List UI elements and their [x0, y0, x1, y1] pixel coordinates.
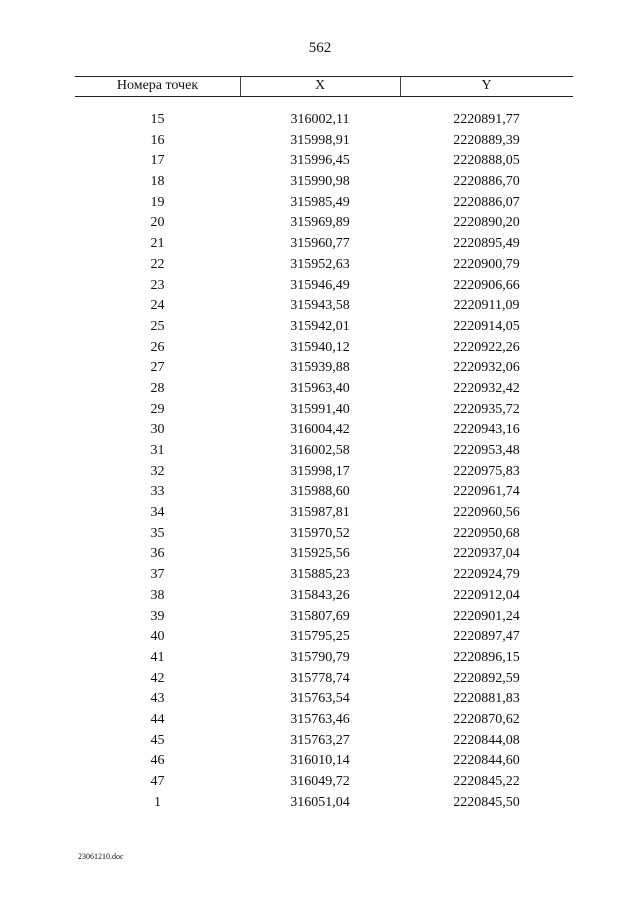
- table-row: [75, 546, 573, 567]
- point-number-cell: 18: [150, 174, 165, 190]
- x-coordinate-cell: 316004,42: [290, 422, 350, 438]
- x-coordinate-cell: 315960,77: [290, 236, 350, 252]
- point-number-cell: 41: [150, 649, 165, 665]
- y-coordinate-cell: 2220870,62: [453, 711, 520, 727]
- table-row: [75, 691, 573, 712]
- y-coordinate-cell: 2220935,72: [453, 401, 520, 417]
- x-coordinate-cell: 315925,56: [290, 546, 350, 562]
- x-coordinate-cell: 316010,14: [290, 753, 350, 769]
- y-coordinate-cell: 2220890,20: [453, 215, 520, 231]
- x-coordinate-cell: 315778,74: [290, 670, 350, 686]
- header-point-numbers: Номера точек: [116, 78, 199, 93]
- table-row: [75, 443, 573, 464]
- table-header: [75, 76, 573, 97]
- point-number-cell: 47: [150, 774, 165, 789]
- point-number-cell: 30: [150, 422, 165, 438]
- table-row: [75, 278, 573, 299]
- point-number-cell: 16: [150, 132, 165, 148]
- y-coordinate-cell: 2220896,15: [453, 649, 520, 665]
- point-number-cell: 38: [150, 587, 165, 603]
- footer-filename: 23061210.doc: [78, 852, 124, 861]
- x-coordinate-cell: 315987,81: [290, 505, 350, 521]
- table-row: [75, 298, 573, 319]
- x-coordinate-cell: 315807,69: [290, 608, 350, 624]
- table-row: [75, 505, 573, 526]
- x-coordinate-cell: 315763,27: [290, 732, 350, 748]
- x-coordinate-cell: 316049,72: [290, 774, 350, 789]
- y-coordinate-cell: 2220844,60: [453, 753, 520, 769]
- y-coordinate-cell: 2220943,16: [453, 422, 520, 438]
- table-row: [75, 112, 573, 133]
- x-coordinate-cell: 315998,91: [290, 132, 350, 148]
- x-coordinate-cell: 315790,79: [290, 649, 350, 665]
- y-coordinate-cell: 2220937,04: [453, 546, 520, 562]
- x-coordinate-cell: 315970,52: [290, 525, 350, 541]
- table-row: [75, 774, 573, 795]
- table-row: [75, 195, 573, 216]
- y-coordinate-cell: 2220912,04: [453, 587, 520, 603]
- table-row: [75, 567, 573, 588]
- y-coordinate-cell: 2220886,70: [453, 174, 520, 190]
- point-number-cell: 34: [150, 505, 165, 521]
- table-row: [75, 733, 573, 754]
- y-coordinate-cell: 2220922,26: [453, 339, 520, 355]
- x-coordinate-cell: 315795,25: [290, 629, 350, 645]
- x-coordinate-cell: 315996,45: [290, 153, 350, 169]
- point-number-cell: 37: [150, 567, 165, 583]
- y-coordinate-cell: 2220889,39: [453, 132, 520, 148]
- x-coordinate-cell: 315946,49: [290, 277, 350, 293]
- table-row: [75, 319, 573, 340]
- table-row: [75, 464, 573, 485]
- y-coordinate-cell: 2220911,09: [453, 298, 520, 314]
- table-row: [75, 257, 573, 278]
- y-coordinate-cell: 2220932,42: [453, 380, 520, 396]
- point-number-cell: 24: [150, 298, 165, 314]
- point-number-cell: 46: [150, 753, 165, 769]
- y-coordinate-cell: 2220897,47: [453, 629, 520, 645]
- table-row: [75, 402, 573, 423]
- x-coordinate-cell: 316002,11: [290, 112, 350, 127]
- y-coordinate-cell: 2220895,49: [453, 236, 520, 252]
- y-coordinate-cell: 2220975,83: [453, 463, 520, 479]
- point-number-cell: 20: [150, 215, 165, 231]
- y-coordinate-cell: 2220845,50: [453, 794, 520, 810]
- point-number-cell: 17: [150, 153, 165, 169]
- coordinates-table: [75, 76, 573, 810]
- point-number-cell: 45: [150, 732, 165, 748]
- x-coordinate-cell: 315763,54: [290, 691, 350, 707]
- x-coordinate-cell: 315763,46: [290, 711, 350, 727]
- y-coordinate-cell: 2220932,06: [453, 360, 520, 376]
- x-coordinate-cell: 315939,88: [290, 360, 350, 376]
- table-row: [75, 753, 573, 774]
- point-number-cell: 36: [150, 546, 165, 562]
- table-row: [75, 215, 573, 236]
- point-number-cell: 31: [150, 443, 165, 458]
- x-coordinate-cell: 315952,63: [290, 256, 350, 272]
- y-coordinate-cell: 2220953,48: [453, 443, 520, 458]
- y-coordinate-cell: 2220960,56: [453, 505, 520, 521]
- point-number-cell: 21: [150, 236, 165, 252]
- table-row: [75, 712, 573, 733]
- point-number-cell: 43: [150, 691, 165, 707]
- table-row: [75, 153, 573, 174]
- x-coordinate-cell: 315940,12: [290, 339, 350, 355]
- point-number-cell: 19: [150, 194, 165, 210]
- header-y: Y: [481, 78, 492, 93]
- table-row: [75, 484, 573, 505]
- point-number-cell: 35: [150, 525, 165, 541]
- table-row: [75, 174, 573, 195]
- table-row: [75, 650, 573, 671]
- x-coordinate-cell: 315943,58: [290, 298, 350, 314]
- x-coordinate-cell: 315988,60: [290, 484, 350, 500]
- point-number-cell: 26: [150, 339, 165, 355]
- table-row: [75, 422, 573, 443]
- y-coordinate-cell: 2220844,08: [453, 732, 520, 748]
- table-row: [75, 629, 573, 650]
- point-number-cell: 15: [150, 112, 165, 127]
- table-body: [75, 112, 573, 815]
- y-coordinate-cell: 2220891,77: [453, 112, 520, 127]
- point-number-cell: 1: [154, 794, 161, 810]
- x-coordinate-cell: 315885,23: [290, 567, 350, 583]
- y-coordinate-cell: 2220950,68: [453, 525, 520, 541]
- point-number-cell: 29: [150, 401, 165, 417]
- table-row: [75, 609, 573, 630]
- y-coordinate-cell: 2220845,22: [453, 774, 520, 789]
- x-coordinate-cell: 315969,89: [290, 215, 350, 231]
- x-coordinate-cell: 315991,40: [290, 401, 350, 417]
- x-coordinate-cell: 315843,26: [290, 587, 350, 603]
- y-coordinate-cell: 2220892,59: [453, 670, 520, 686]
- table-row: [75, 526, 573, 547]
- point-number-cell: 40: [150, 629, 165, 645]
- point-number-cell: 25: [150, 318, 165, 334]
- point-number-cell: 39: [150, 608, 165, 624]
- header-x: X: [314, 78, 326, 93]
- table-row: [75, 340, 573, 361]
- point-number-cell: 44: [150, 711, 165, 727]
- table-row: [75, 236, 573, 257]
- point-number-cell: 32: [150, 463, 165, 479]
- y-coordinate-cell: 2220961,74: [453, 484, 520, 500]
- x-coordinate-cell: 315985,49: [290, 194, 350, 210]
- point-number-cell: 27: [150, 360, 165, 376]
- y-coordinate-cell: 2220906,66: [453, 277, 520, 293]
- y-coordinate-cell: 2220888,05: [453, 153, 520, 169]
- point-number-cell: 22: [150, 256, 165, 272]
- y-coordinate-cell: 2220900,79: [453, 256, 520, 272]
- table-row: [75, 381, 573, 402]
- x-coordinate-cell: 316051,04: [290, 794, 350, 810]
- x-coordinate-cell: 315942,01: [290, 318, 350, 334]
- table-row: [75, 588, 573, 609]
- point-number-cell: 23: [150, 277, 165, 293]
- table-row: [75, 133, 573, 154]
- table-row: [75, 795, 573, 816]
- x-coordinate-cell: 315990,98: [290, 174, 350, 190]
- x-coordinate-cell: 316002,58: [290, 443, 350, 458]
- y-coordinate-cell: 2220914,05: [453, 318, 520, 334]
- page-number: 562: [308, 40, 332, 56]
- x-coordinate-cell: 315963,40: [290, 380, 350, 396]
- y-coordinate-cell: 2220886,07: [453, 194, 520, 210]
- point-number-cell: 42: [150, 670, 165, 686]
- y-coordinate-cell: 2220901,24: [453, 608, 520, 624]
- point-number-cell: 28: [150, 380, 165, 396]
- point-number-cell: 33: [150, 484, 165, 500]
- x-coordinate-cell: 315998,17: [290, 463, 350, 479]
- table-row: [75, 671, 573, 692]
- y-coordinate-cell: 2220881,83: [453, 691, 520, 707]
- y-coordinate-cell: 2220924,79: [453, 567, 520, 583]
- table-row: [75, 360, 573, 381]
